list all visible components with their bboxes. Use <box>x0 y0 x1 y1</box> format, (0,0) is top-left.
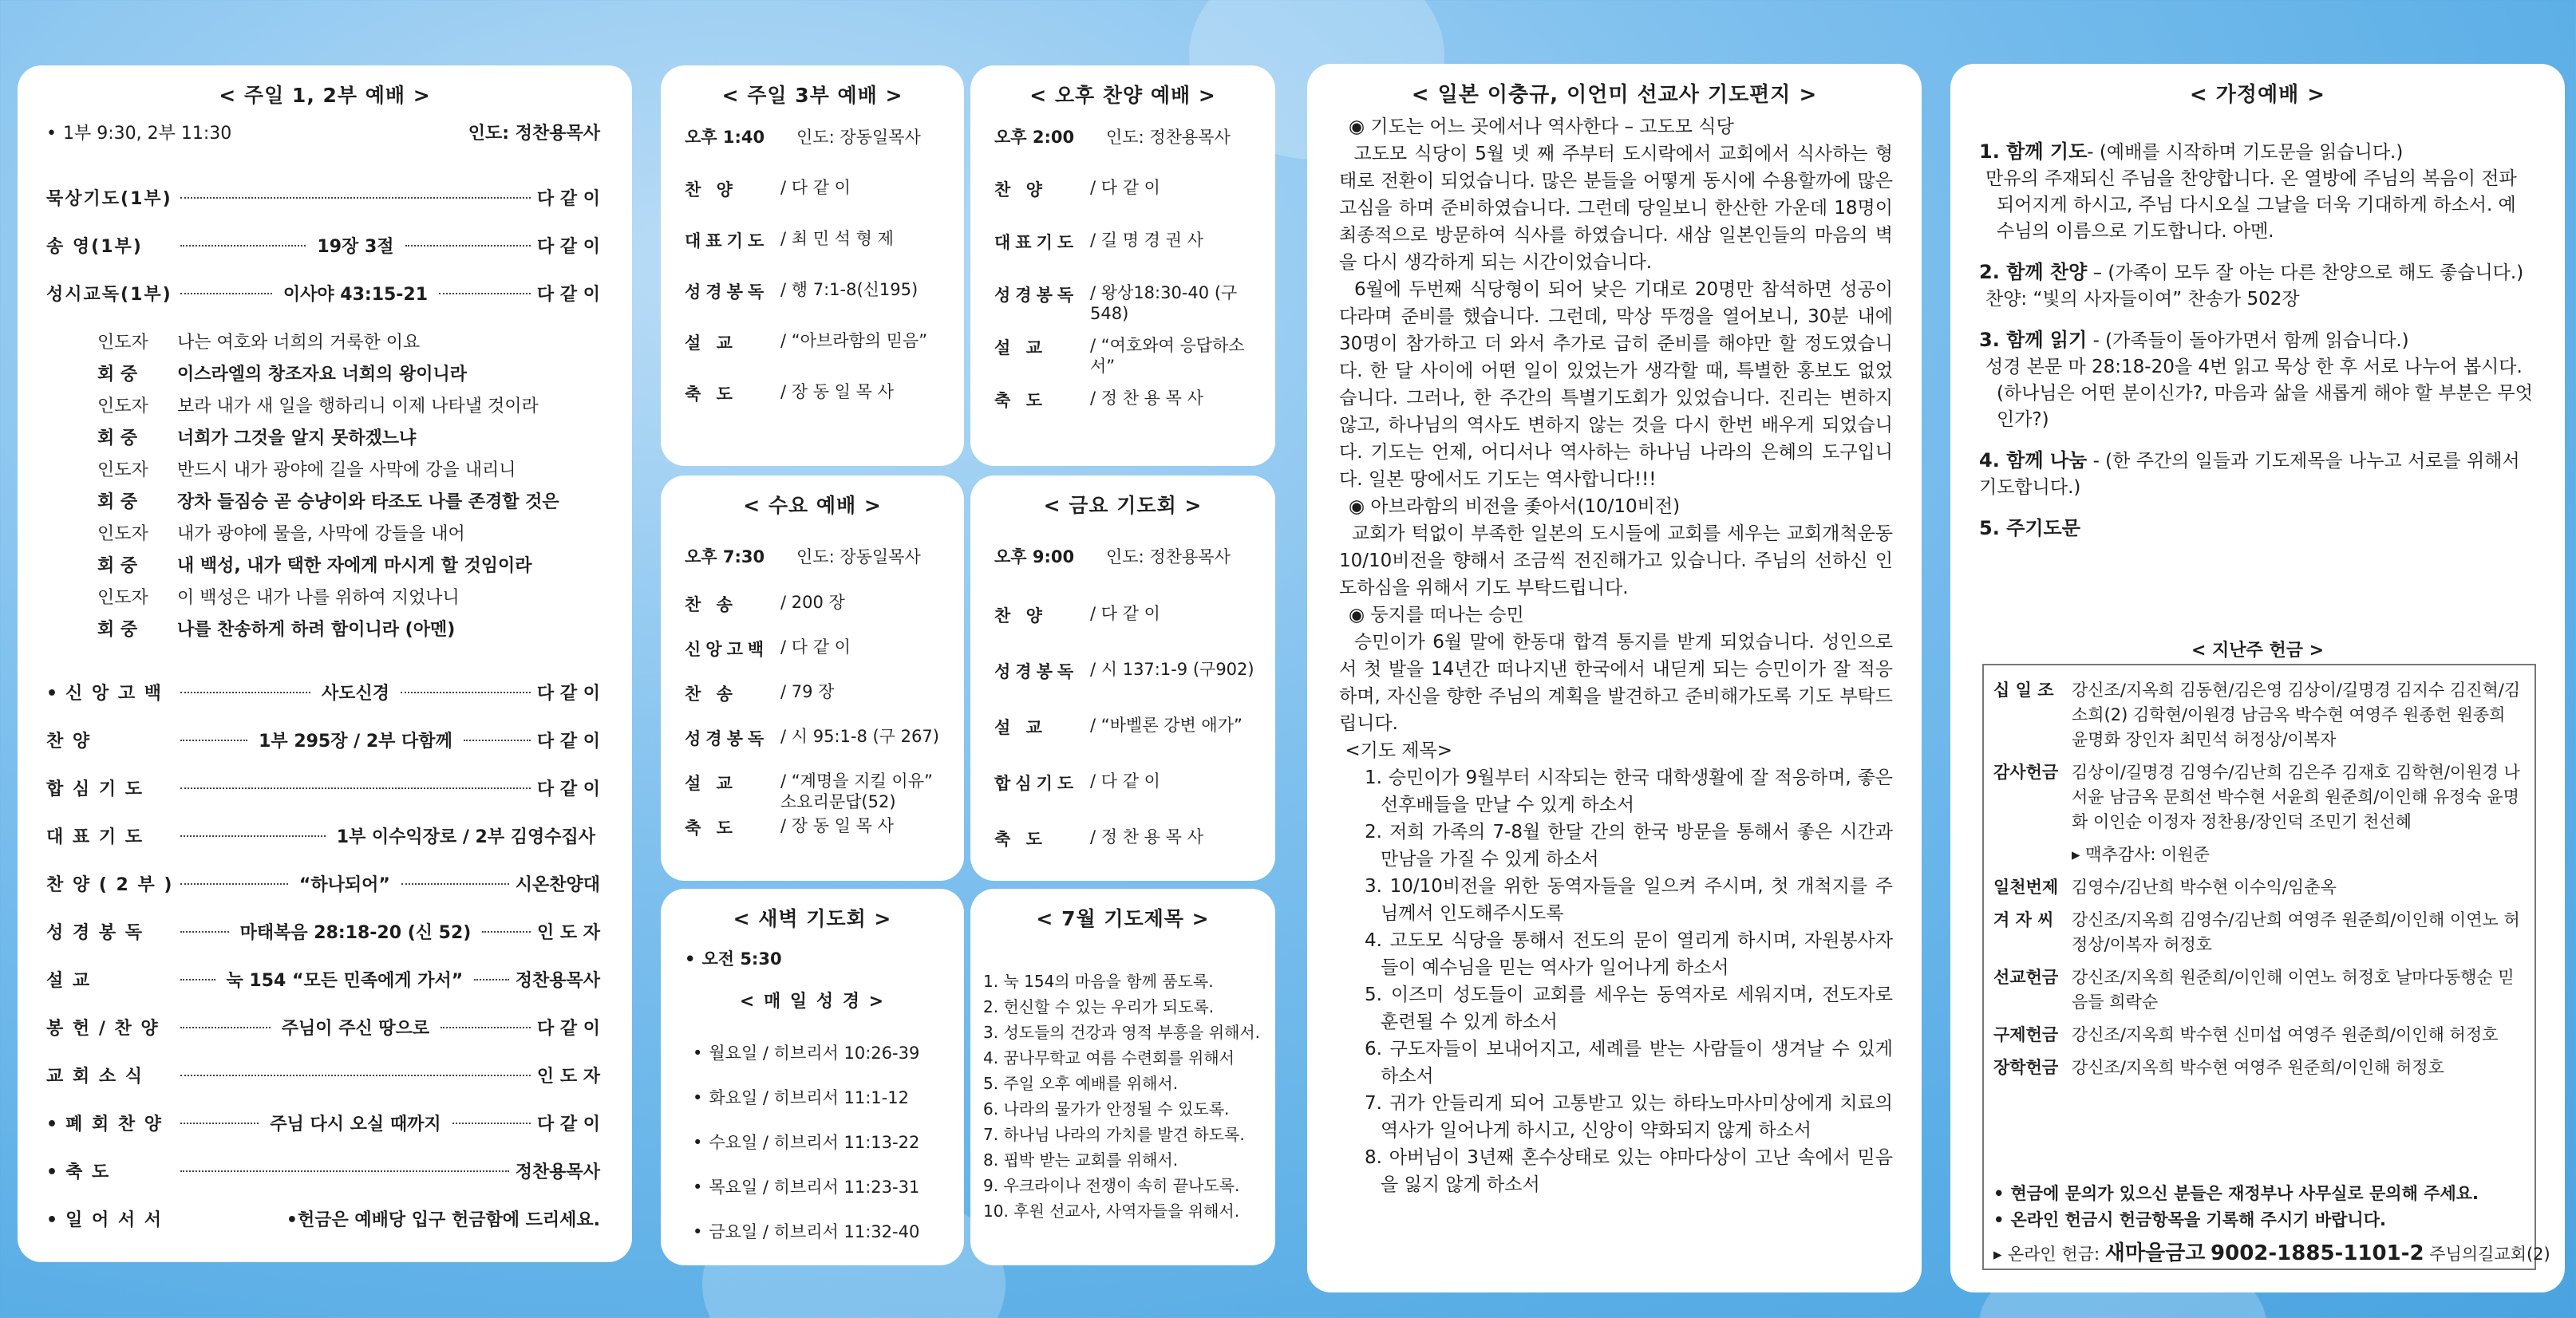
leader: 인도: 장동일목사 <box>796 547 921 566</box>
time-row <box>685 946 943 970</box>
step-heading: 4. 함께 나눔 <box>1979 449 2088 472</box>
time: • 오전 5:30 <box>685 946 782 970</box>
order-row <box>685 177 943 201</box>
letter-prayer-item: 2. 저희 가족의 7-8월 한달 간의 한국 방문을 통해서 좋은 시간과 만남을 가질 수 있게 하소서 <box>1365 822 1893 870</box>
daily-reading: • 금요일 / 히브리서 11:32-40 <box>693 1219 943 1243</box>
online-label: 온라인 헌금: <box>2007 1245 2100 1264</box>
order-label: 설 교 <box>994 338 1047 357</box>
step-heading: 1. 함께 기도 <box>1979 140 2088 163</box>
leader-dots <box>180 979 215 981</box>
leader-dots <box>441 1027 531 1028</box>
order-label: 찬 양 ( 2 부 ) <box>46 875 174 895</box>
order-label: • 신 앙 고 백 <box>46 680 174 704</box>
letter-prayer-item: 8. 아버님이 3년째 혼수상태로 있는 야마다상이 고난 속에서 믿음을 잃지 않게 하소서 <box>1365 1147 1893 1195</box>
leader-dots <box>180 197 531 199</box>
family-worship-step <box>1979 448 2533 501</box>
order-value: / 다 같 이 <box>780 178 851 197</box>
order-label: 봉 헌 / 찬 양 <box>46 1019 160 1039</box>
order-row <box>685 815 943 839</box>
leader-dots <box>180 931 229 933</box>
order-value: / 행 7:1-8(신195) <box>780 280 919 299</box>
order-label: 성 경 봉 독 <box>46 923 144 943</box>
order-label: 성경봉독 <box>685 282 769 302</box>
order-value: / 장 동 일 목 사 <box>780 382 894 401</box>
leader-dots <box>439 293 531 294</box>
leader-dots <box>482 931 531 933</box>
letter-heading: ◉ 아브라함의 비전을 좇아서(10/10비전) <box>1349 496 1681 517</box>
panel-title: < 일본 이충규, 이언미 선교사 기도편지 > <box>1411 83 1818 107</box>
order-item: 주님 다시 오실 때까지 <box>270 1115 441 1135</box>
letter-paragraph: 교회가 턱없이 부족한 일본의 도시들에 교회를 세우는 교회개척운동 10/10비전을 향해서 조금씩 전진해가고 있습니다. 주님의 선하신 인도하심을 위해서 기도 부탁드립니다. <box>1339 523 1899 598</box>
order-label: 축 도 <box>994 391 1047 410</box>
order-row <box>46 680 600 704</box>
reading-text: 이 백성은 내가 나를 위하여 지었나니 <box>177 588 460 608</box>
order-row <box>46 871 600 896</box>
panel-title: < 주일 3부 예배 > <box>721 84 903 107</box>
leader-dots <box>180 835 326 837</box>
prayer-topic: 8. 핍박 받는 교회를 위해서. <box>983 1150 1179 1170</box>
order-value: / 시 137:1-9 (구902) <box>1090 660 1254 679</box>
order-person: 인 도 자 <box>536 923 601 943</box>
leader: 인도: 정찬용목사 <box>1106 547 1231 566</box>
order-person: 인 도 자 <box>536 1067 600 1087</box>
offering-note: • 현금에 문의가 있으신 분들은 재정부나 사무실로 문의해 주세요. <box>1993 1181 2533 1207</box>
order-value: / 정 찬 용 목 사 <box>1090 827 1203 846</box>
leader-dots <box>180 1123 259 1124</box>
panel-family-worship <box>1950 64 2565 1292</box>
order-label: • 축 도 <box>46 1158 174 1183</box>
prayer-topic: 6. 나라의 물가가 안정될 수 있도록. <box>983 1099 1230 1119</box>
prayer-topic: 7. 하나님 나라의 가치를 발견 하도록. <box>983 1125 1245 1144</box>
reader-role: 인도자 <box>97 333 148 353</box>
online-account: 9002-1885-1101-2 <box>2211 1241 2424 1265</box>
order-person: 다 같 이 <box>536 779 600 799</box>
order-row <box>994 659 1254 683</box>
order-value: / “계명을 지킬 이유” 소요리문답(52) <box>780 771 933 811</box>
order-label: 성경봉독 <box>994 662 1079 681</box>
order-row <box>685 279 943 303</box>
leader-dots <box>452 1123 531 1124</box>
online-bank: 새마을금고 <box>2104 1241 2206 1265</box>
reader-role: 회 중 <box>97 365 138 385</box>
order-row <box>46 281 600 306</box>
order-label: 신앙고백 <box>685 640 769 659</box>
time-row <box>685 124 943 148</box>
order-label: 찬 양 <box>994 606 1047 625</box>
order-item: 마태복음 28:18-20 (신 52) <box>239 923 472 943</box>
order-label: 합 심 기 도 <box>46 779 144 799</box>
offering-names: 강신조/지옥희 박수현 신미섭 여영주 원준희/이인해 허정호 <box>2072 1025 2499 1044</box>
reader-role: 회 중 <box>97 556 138 576</box>
responsive-reading-line <box>97 329 420 353</box>
order-value: / 정 찬 용 목 사 <box>1090 389 1203 408</box>
order-item: 이사야 43:15-21 <box>282 285 429 305</box>
order-row <box>994 177 1254 201</box>
order-person: 다 같 이 <box>536 732 600 752</box>
offering-names: 강신조/지옥희 원준희/이인해 이연노 허정호 날마다동행순 믿음들 희락순 <box>2072 968 2515 1012</box>
reading-text: 나는 여호와 너희의 거룩한 이요 <box>177 333 421 353</box>
order-row <box>46 775 600 800</box>
offering-row <box>1993 842 2527 867</box>
order-label: 찬 양 <box>46 732 92 752</box>
responsive-reading-line <box>97 488 559 513</box>
leader-dots <box>180 692 310 693</box>
panel-sunday-3rd-service <box>661 65 964 466</box>
order-row <box>685 330 943 354</box>
order-value: / “여호와여 응답하소서” <box>1090 336 1245 376</box>
leader-dots <box>180 1075 531 1076</box>
order-row <box>994 230 1254 254</box>
order-row <box>46 1063 600 1087</box>
order-value: / 최 민 석 형 제 <box>780 229 894 248</box>
responsive-reading-line <box>97 361 467 385</box>
step-heading: 5. 주기도문 <box>1979 517 2080 539</box>
order-row <box>46 233 600 258</box>
reader-role: 회 중 <box>97 620 138 640</box>
letter-prayer-item: 1. 승민이가 9월부터 시작되는 한국 대학생활에 잘 적응하며, 좋은 선후배들을 만날 수 있게 하소서 <box>1365 768 1893 815</box>
letter-paragraph: 고도모 식당이 5월 넷 째 주부터 도시락에서 교회에서 식사하는 형태로 전환이 되었습니다. 많은 분들을 어떻게 동시에 수용할까에 많은 고심을 하며 준비하였습니다. 그런데 당일보니 한산한 가운데 18명이 최종적으로 방문하여 식사를 하였습니다. 새삼 일본인들의 마음의 벽을 다시 생각하게 되는 시간이었습니다. <box>1339 144 1899 273</box>
responsive-reading-line <box>97 552 532 577</box>
prayer-topic: 4. 꿈나무학교 여름 수련회를 위해서 <box>983 1048 1235 1067</box>
family-worship-step <box>1979 259 2533 313</box>
order-item: 주님이 주신 땅으로 <box>281 1019 430 1039</box>
order-label: 찬 양 <box>685 180 737 199</box>
order-label: 합심기도 <box>994 774 1079 793</box>
leader-dots <box>180 1027 271 1028</box>
reading-text: 이스라엘의 창조자요 너희의 왕이니라 <box>177 365 468 385</box>
daily-reading: • 월요일 / 히브리서 10:26-39 <box>693 1040 943 1064</box>
step-note: - (가족들이 돌아가면서 함께 읽습니다.) <box>2087 330 2409 351</box>
time: 오후 9:00 <box>994 547 1075 566</box>
order-row <box>46 1111 600 1135</box>
order-label: 찬 양 <box>994 180 1047 199</box>
offering-type: 감사헌금 <box>1993 763 2059 782</box>
reader-role: 인도자 <box>97 397 148 416</box>
step-detail: 만유의 주재되신 주님을 찬양합니다. 온 열방에 주님의 복음이 전파되어지게 하시고, 주님 다시오실 그날을 더욱 기대하게 하소서. 예수님의 이름으로 기도합니다. 아멘. <box>1985 168 2517 242</box>
letter-prayer-item: 3. 10/10비전을 위한 동역자들을 일으켜 주시며, 첫 개척지를 주님께서 인도해주시도록 <box>1365 876 1893 924</box>
offering-names: 강신조/지옥희 김동현/김은영 김상이/길명경 김지수 김진혁/김소희(2) 김학현/이원경 남금옥 박수현 여영주 원종헌 원종희 윤명화 장인자 최민석 허정상/이복자 <box>2072 681 2521 749</box>
reading-text: 반드시 내가 광야에 길을 사막에 강을 내리니 <box>177 460 516 480</box>
prayer-topic: 10. 후원 선교사, 사역자들을 위해서. <box>983 1202 1240 1221</box>
order-label: 성시교독(1부) <box>46 285 172 305</box>
panel-title: < 오후 찬양 예배 > <box>1029 84 1216 107</box>
order-label: 축 도 <box>994 830 1047 849</box>
panel-sunday-service <box>18 65 632 1262</box>
responsive-reading-line <box>97 520 465 545</box>
offering-names: 강신조/지옥희 김영수/김난희 여영주 원준희/이인해 이연노 허정상/이복자 허정호 <box>2072 910 2520 954</box>
family-worship-step <box>1979 139 2533 245</box>
order-label: • 일 어 서 서 <box>46 1206 174 1231</box>
prayer-topic: 5. 주일 오후 예배를 위해서. <box>983 1074 1179 1093</box>
order-row <box>46 1206 600 1231</box>
order-value: / “아브라함의 믿음” <box>780 331 928 350</box>
family-worship-step <box>1979 327 2533 433</box>
offering-type: 일천번제 <box>1993 878 2059 897</box>
order-row <box>685 381 943 405</box>
online-name: 주님의길교회(2) <box>2429 1245 2550 1264</box>
step-note: - (예배를 시작하며 기도문을 읽습니다.) <box>2087 142 2404 163</box>
order-row <box>46 967 600 992</box>
order-label: 설 교 <box>685 774 737 793</box>
order-label: • 폐 회 찬 양 <box>46 1111 174 1135</box>
order-value: / 장 동 일 목 사 <box>780 816 894 835</box>
daily-reading: • 수요일 / 히브리서 11:13-22 <box>693 1130 943 1154</box>
leader-dots <box>474 979 509 981</box>
reader-role: 인도자 <box>97 588 148 608</box>
order-item: 사도신경 <box>321 684 389 704</box>
order-label: 찬 송 <box>685 595 737 614</box>
reader-role: 인도자 <box>97 524 148 544</box>
order-value: / 다 같 이 <box>780 637 851 657</box>
order-label: 설 교 <box>994 718 1047 737</box>
reading-text: 보라 내가 새 일을 행하리니 이제 나타낼 것이라 <box>177 397 539 416</box>
offering-type: 장학헌금 <box>1993 1058 2059 1077</box>
panel-title: < 주일 1, 2부 예배 > <box>219 84 431 107</box>
online-offering: ▸ 온라인 헌금: 새마을금고 9002-1885-1101-2 주님의길교회(2) <box>1993 1241 2550 1265</box>
order-person: 다 같 이 <box>536 684 600 704</box>
order-value: / 다 같 이 <box>1090 604 1160 623</box>
order-label: 송 영(1부) <box>46 237 143 257</box>
leader-dots <box>401 883 509 885</box>
order-row <box>685 771 943 812</box>
reading-text: 내 백성, 내가 택한 자에게 마시게 할 것임이라 <box>177 556 532 576</box>
responsive-reading-line <box>97 456 516 481</box>
order-value: / 79 장 <box>780 682 835 701</box>
order-value: / 200 장 <box>780 593 845 612</box>
order-value: / 다 같 이 <box>1090 178 1160 197</box>
panel-friday-prayer <box>970 476 1275 881</box>
order-item: 1부 이수익장로 / 2부 김영수집사 <box>336 827 595 847</box>
responsive-reading-line <box>97 616 455 641</box>
reading-text: 나를 찬송하게 하려 함이니라 (아멘) <box>177 620 456 640</box>
order-label: 성경봉독 <box>994 286 1079 305</box>
leader-dots <box>401 692 531 693</box>
time: 오후 2:00 <box>994 128 1075 147</box>
order-row <box>994 388 1254 412</box>
letter-prayer-item: 4. 고도모 식당을 통해서 전도의 문이 열리게 하시며, 자원봉사자들이 예수님을 믿는 역사가 일어나게 하소서 <box>1365 930 1893 978</box>
time-row <box>994 544 1254 568</box>
daily-bible-title: < 매 일 성 경 > <box>739 992 886 1012</box>
panel-title: < 금요 기도회 > <box>1043 494 1203 517</box>
order-label: 설 교 <box>685 333 737 353</box>
order-label: 대표기도 <box>685 231 769 251</box>
service-time: • 1부 9:30, 2부 11:30 <box>46 120 231 144</box>
order-person: 다 같 이 <box>536 1019 601 1039</box>
order-value: / “바벨론 강변 애가” <box>1090 716 1243 735</box>
letter-paragraph: <기도 제목> <box>1339 740 1453 761</box>
time: 오후 7:30 <box>685 547 765 566</box>
order-item: “하나되어” <box>298 875 390 895</box>
order-label: 대 표 기 도 <box>46 827 144 847</box>
step-heading: 2. 함께 찬양 <box>1979 261 2088 283</box>
step-heading: 3. 함께 읽기 <box>1979 329 2088 351</box>
time-row <box>685 544 943 568</box>
leader-dots <box>180 883 288 885</box>
order-row <box>994 827 1254 850</box>
time-row <box>994 124 1254 148</box>
responsive-reading-line <box>97 584 460 609</box>
offering-row <box>1993 1056 2527 1080</box>
panel-title: < 새벽 기도회 > <box>733 907 892 930</box>
prayer-topic: 3. 성도들의 건강과 영적 부흥을 위해서. <box>983 1023 1261 1042</box>
order-person: •헌금은 예배당 입구 헌금함에 드리세요. <box>286 1210 600 1230</box>
step-detail: 찬양: “빛의 사자들이여” 찬송가 502장 <box>1985 289 2300 310</box>
order-label: 성경봉독 <box>685 729 769 748</box>
order-person: 다 같 이 <box>536 189 600 209</box>
order-row <box>994 282 1254 324</box>
order-item: 19장 3절 <box>317 237 394 257</box>
order-label: 축 도 <box>685 385 737 404</box>
leader-dots <box>180 245 306 247</box>
order-row <box>46 823 600 848</box>
leader-dots <box>180 787 531 789</box>
leader-dots <box>464 740 531 741</box>
order-row <box>46 919 600 944</box>
offering-names: 강신조/지옥희 박수현 여영주 원준희/이인해 허정호 <box>2072 1058 2444 1077</box>
letter-prayer-item: 5. 이즈미 성도들이 교회를 세우는 동역자로 세워지며, 전도자로 훈련될 수 있게 하소서 <box>1365 985 1893 1032</box>
prayer-topic: 2. 헌신할 수 있는 우리가 되도록. <box>983 997 1215 1016</box>
order-row <box>46 185 600 210</box>
offering-type <box>1993 842 2072 867</box>
offering-title: < 지난주 헌금 > <box>2191 641 2325 661</box>
offering-row <box>1993 678 2527 752</box>
order-label: 대표기도 <box>994 233 1079 252</box>
panel-title: < 7월 기도제목 > <box>1036 907 1210 930</box>
order-label: 묵상기도(1부) <box>46 189 172 209</box>
service-time-row <box>46 120 600 144</box>
order-row <box>685 228 943 252</box>
letter-paragraph: 승민이가 6월 말에 한동대 합격 통지를 받게 되었습니다. 성인으로서 첫 발을 14년간 떠나지낸 한국에서 내딛게 되는 승민이가 잘 적응하며, 자신을 향한 주님의 계획을 발견하고 준비해가도록 기도 부탁드립니다. <box>1339 632 1894 734</box>
leader-dots <box>180 740 247 741</box>
order-row <box>685 592 943 616</box>
offering-row <box>1993 875 2527 900</box>
panel-missionary-letter <box>1307 64 1922 1292</box>
order-person: 시온찬양대 <box>515 875 601 895</box>
reading-text: 장차 들짐승 곧 승냥이와 타조도 나를 존경할 것은 <box>177 492 559 512</box>
responsive-reading-line <box>97 424 416 449</box>
reader-role: 회 중 <box>97 428 138 448</box>
order-person: 정찬용목사 <box>515 971 601 991</box>
order-value: / 왕상18:30-40 (구548) <box>1090 283 1238 323</box>
letter-prayer-item: 7. 귀가 안들리게 되어 고통받고 있는 하타노마사미상에게 치료의 역사가 일어나게 하시고, 신앙이 약화되지 않게 하소서 <box>1365 1093 1893 1141</box>
order-row <box>46 1158 600 1183</box>
family-worship-step <box>1979 515 2533 543</box>
panel-afternoon-worship <box>970 65 1275 466</box>
order-person: 다 같 이 <box>536 1115 601 1135</box>
offering-type: 십 일 조 <box>1993 681 2054 700</box>
panel-dawn-prayer <box>661 889 964 1265</box>
offering-type: 구제헌금 <box>1993 1025 2059 1044</box>
reading-text: 내가 광야에 물을, 사막에 강들을 내어 <box>177 524 465 544</box>
order-value: / 길 명 경 권 사 <box>1090 231 1203 250</box>
order-value: / 다 같 이 <box>1090 771 1160 791</box>
prayer-topic: 1. 눅 154의 마음을 함께 품도록. <box>983 972 1214 991</box>
leader-dots <box>405 245 531 247</box>
step-note: - (한 주간의 일들과 기도제목을 나누고 서로를 위해서 기도합니다.) <box>1979 451 2520 498</box>
order-label: 축 도 <box>685 819 737 838</box>
order-row <box>46 1015 600 1040</box>
letter-paragraph: 6월에 두번째 식당형이 되어 낮은 기대로 20명만 참석하면 성공이다라며 준비를 했습니다. 그런데, 막상 뚜껑을 열어보니, 30분 내에 30명이 참가하고 더 와서 추가로 급히 준비를 해야만 할 정도였습니다. 한 달 사이에 어떤 일이 있었는가 생각할 때, 특별한 홍보도 없었습니다. 그러나, 한 주간의 특별기도회가 있었습니다. 진리는 변하지 않고, 하나님의 역사도 변하지 않는 것을 다시 한번 배우게 되었습니다. 기도는 언제, 어디서나 역사하는 하나님 나라의 은혜의 도구입니다. 일본 땅에서도 기도는 역사합니다!!! <box>1339 279 1899 490</box>
step-note: – (가족이 모두 잘 아는 다른 찬양으로 해도 좋습니다.) <box>2087 262 2524 283</box>
order-row <box>46 728 600 752</box>
order-person: 다 같 이 <box>536 285 600 305</box>
offering-names: 김영수/김난희 박수현 이수익/임춘옥 <box>2072 878 2337 897</box>
offering-names: ▸ 맥추감사: 이원준 <box>2072 845 2210 864</box>
order-row <box>685 726 943 750</box>
offering-row <box>1993 965 2527 1015</box>
leader-dots <box>180 1170 509 1172</box>
order-value: / 시 95:1-8 (구 267) <box>780 727 939 746</box>
order-row <box>994 335 1254 377</box>
order-row <box>994 715 1254 739</box>
reader-role: 회 중 <box>97 492 138 512</box>
order-label: 설 교 <box>46 971 92 991</box>
reader-role: 인도자 <box>97 460 148 480</box>
order-person: 다 같 이 <box>536 237 601 257</box>
order-row <box>994 771 1254 795</box>
order-row <box>685 637 943 661</box>
panel-wednesday-service <box>661 476 964 881</box>
order-label: 교 회 소 식 <box>46 1067 144 1087</box>
leader: 인도: 장동일목사 <box>796 128 921 147</box>
order-row <box>994 603 1254 627</box>
offering-row <box>1993 908 2527 957</box>
daily-reading: • 목요일 / 히브리서 11:23-31 <box>693 1174 943 1198</box>
panel-july-prayer-topics <box>970 889 1275 1265</box>
step-detail: 성경 본문 마 28:18-20을 4번 읽고 묵상 한 후 서로 나누어 봅시다. (하나님은 어떤 분이신가?, 마음과 삶을 새롭게 해야 할 부분은 무엇인가?) <box>1985 357 2533 430</box>
leader: 인도: 정찬용목사 <box>1106 128 1231 147</box>
time: 오후 1:40 <box>685 128 765 147</box>
order-person: 정찬용목사 <box>515 1162 600 1182</box>
daily-reading: • 화요일 / 히브리서 11:1-12 <box>693 1085 943 1109</box>
offering-type: 선교헌금 <box>1993 968 2059 987</box>
order-row <box>685 681 943 705</box>
letter-heading: ◉ 기도는 어느 곳에서나 역사한다 – 고도모 식당 <box>1349 116 1734 137</box>
letter-prayer-item: 6. 구도자들이 보내어지고, 세례를 받는 사람들이 생겨날 수 있게 하소서 <box>1365 1039 1893 1087</box>
offering-type: 겨 자 씨 <box>1993 910 2054 929</box>
responsive-reading-line <box>97 393 539 417</box>
reading-text: 너희가 그것을 알지 못하겠느냐 <box>177 428 417 448</box>
order-item: 1부 295장 / 2부 다함께 <box>259 732 452 752</box>
offering-row <box>1993 1023 2527 1048</box>
offering-names: 김상이/길명경 김영수/김난희 김은주 김재호 김학현/이원경 나서윤 남금옥 문희선 박수현 서윤희 원준희/이인해 유정숙 윤명화 이인순 이정자 정찬용/장인덕 조민기 천선혜 <box>2072 763 2520 831</box>
leader-dots <box>180 293 272 294</box>
panel-title: < 수요 예배 > <box>743 494 882 517</box>
offering-row <box>1993 760 2527 835</box>
order-label: 찬 송 <box>685 685 737 704</box>
panel-title: < 가정예배 > <box>2189 83 2326 107</box>
order-item: 눅 154 “모든 민족에게 가서” <box>226 971 464 991</box>
service-leader: 인도: 정찬용목사 <box>468 124 600 144</box>
letter-heading: ◉ 둥지를 떠나는 승민 <box>1349 605 1524 625</box>
offering-note: • 온라인 헌금시 헌금항목을 기록해 주시기 바랍니다. <box>1993 1207 2533 1233</box>
prayer-topic: 9. 우크라이나 전쟁이 속히 끝나도록. <box>983 1176 1240 1195</box>
